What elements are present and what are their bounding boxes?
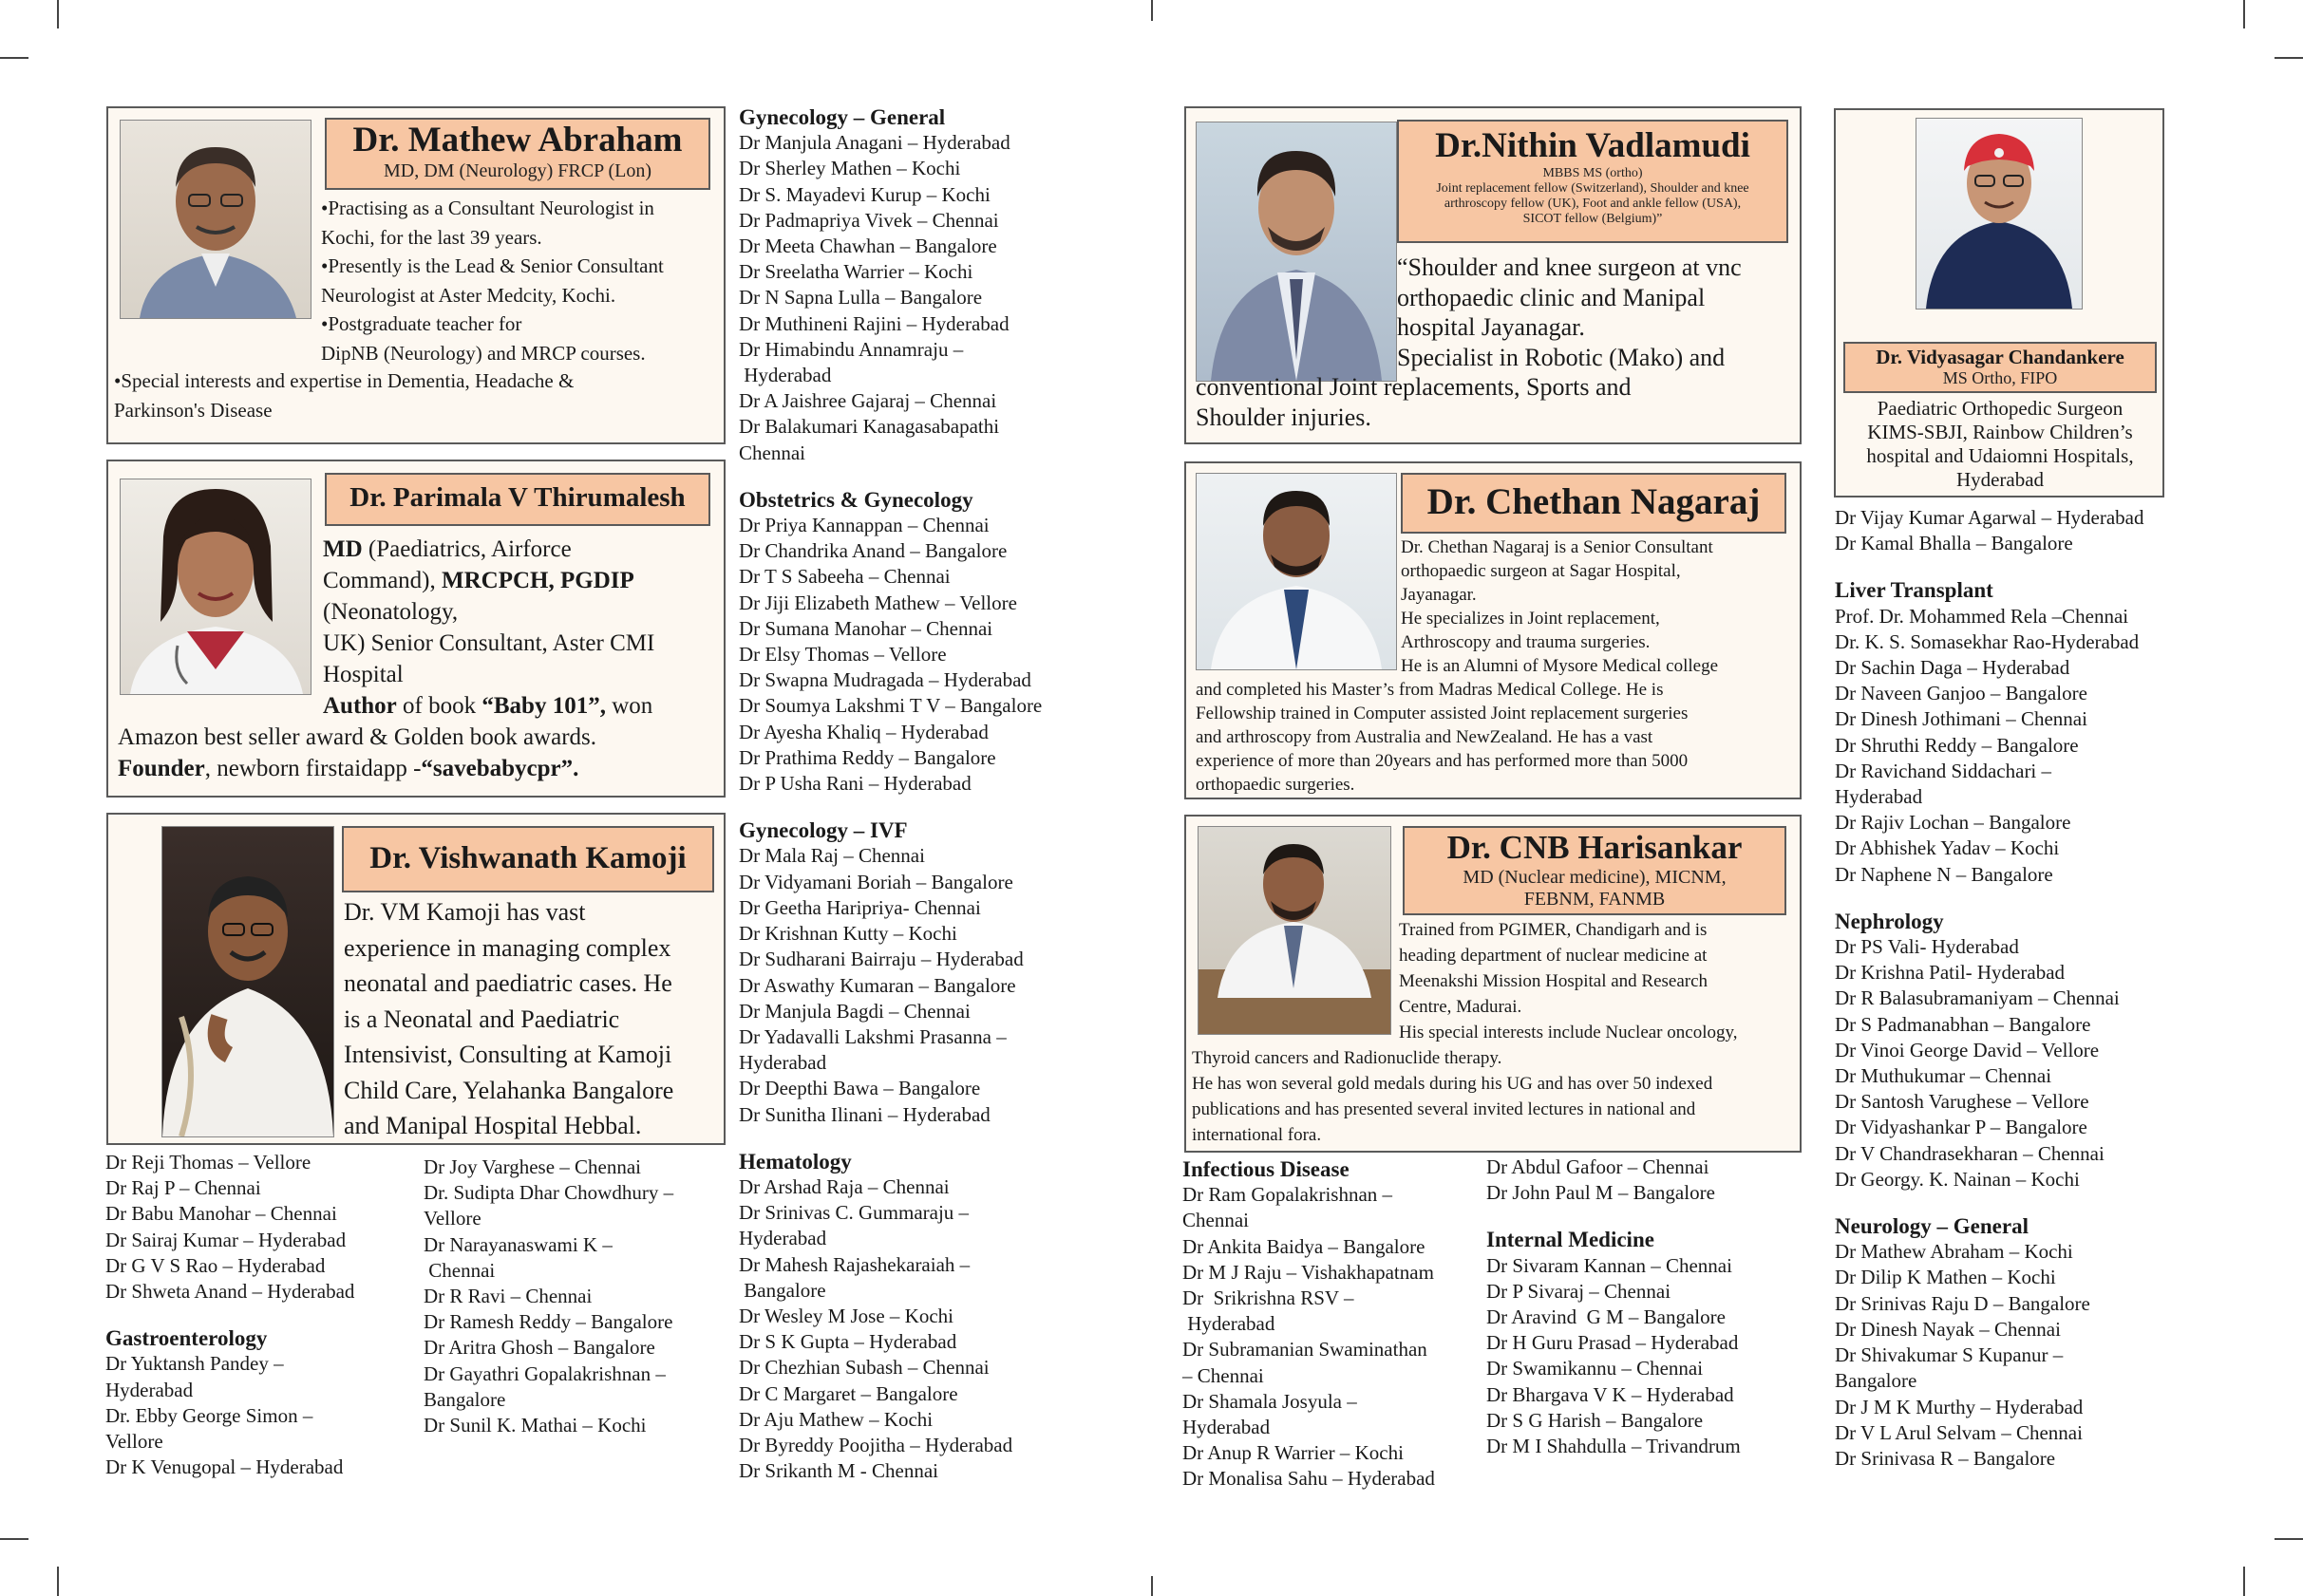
list-item: Dr Aravind G M – Bangalore <box>1486 1305 1726 1329</box>
list-spacer <box>739 466 1100 487</box>
list-item: Dr John Paul M – Bangalore <box>1486 1181 1715 1205</box>
list-item: Dr Ravichand Siddachari – <box>1835 759 2052 782</box>
list-item: Hyderabad <box>1835 785 1923 809</box>
list-item: Dr Manjula Bagdi – Chennai <box>739 999 971 1023</box>
list-item: Dr Ayesha Khaliq – Hyderabad <box>739 720 989 743</box>
list-item: Dr Swapna Mudragada – Hyderabad <box>739 668 1031 692</box>
crop-mark <box>57 1567 59 1596</box>
doctor-photo <box>161 826 334 1137</box>
list-item: Dr C Margaret – Bangalore <box>739 1381 958 1405</box>
list-item: Dr Sudharani Bairraju – Hyderabad <box>739 948 1024 971</box>
doctor-name: Dr. Mathew Abraham <box>352 121 683 160</box>
list-item: Prof. Dr. Mohammed Rela –Chennai <box>1835 604 2129 628</box>
list-item: Dr Padmapriya Vivek – Chennai <box>739 208 999 232</box>
list-item: Dr Yuktansh Pandey – <box>105 1352 284 1376</box>
doctor-name-box <box>325 473 710 526</box>
list-spacer <box>739 797 1100 817</box>
specialty-heading: Gynecology – IVF <box>739 818 908 843</box>
list-item: Dr P Sivaraj – Chennai <box>1486 1279 1671 1303</box>
specialty-heading: Neurology – General <box>1835 1214 2029 1239</box>
list-item: Dr Georgy. K. Nainan – Kochi <box>1835 1167 2080 1191</box>
profile-card-cnb-harisankar <box>1184 815 1802 1153</box>
list-item: Hyderabad <box>105 1378 194 1401</box>
crop-mark <box>2275 1538 2303 1540</box>
crop-mark <box>0 57 28 59</box>
list-item: Dr T S Sabeeha – Chennai <box>739 565 951 589</box>
list-item: Dr Srikanth M - Chennai <box>739 1459 938 1483</box>
list-item: Dr Santosh Varughese – Vellore <box>1835 1090 2089 1114</box>
list-item: Dr Reji Thomas – Vellore <box>105 1151 311 1174</box>
doctor-name: Dr. Vishwanath Kamoji <box>369 841 687 875</box>
list-item: Dr Babu Manohar – Chennai <box>105 1202 337 1226</box>
list-item: Dr Sherley Mathen – Kochi <box>739 157 961 180</box>
list-item: Hyderabad <box>739 364 832 387</box>
doctor-name: Dr.Nithin Vadlamudi <box>1435 126 1750 165</box>
list-item: Dr Meeta Chawhan – Bangalore <box>739 235 997 258</box>
doctor-list-column <box>739 104 1100 1484</box>
profile-card-vishwanath-kamoji <box>106 813 726 1145</box>
list-item: Dr Sunitha Ilinani – Hyderabad <box>739 1102 991 1126</box>
list-item: Dr Naveen Ganjoo – Bangalore <box>1835 682 2087 705</box>
list-item: Dr R Balasubramaniyam – Chennai <box>1835 986 2120 1010</box>
list-item: Dr Mala Raj – Chennai <box>739 844 925 868</box>
doctor-bio-extra: •Special interests and expertise in Dementia, Headache & Parkinson's Disease <box>114 369 575 422</box>
doctor-name-box <box>342 826 714 892</box>
list-item: Dr Muthukumar – Chennai <box>1835 1064 2052 1088</box>
doctor-bio: Dr. VM Kamoji has vast experience in managing complex neonatal and paediatric cases. He is a Neonatal and Paediatric Intensivist, Consulting at Kamoji Child Care, Yelahanka Bangalore and Manipal Hospital Hebbal. <box>344 898 674 1139</box>
doctor-photo <box>1198 826 1391 1035</box>
profile-card-parimala-thirumalesh <box>106 460 726 798</box>
list-spacer <box>1835 1192 2205 1213</box>
doctor-list-column <box>1182 1156 1482 1493</box>
list-item: Dr K Venugopal – Hyderabad <box>105 1455 344 1479</box>
list-item: Dr Kamal Bhalla – Bangalore <box>1835 532 2073 555</box>
doctor-bio-extra: Thyroid cancers and Radionuclide therapy. He has won several gold medals during his UG and has over 50 indexed publications and has presented several invited lectures in national and international fora. <box>1192 1048 1713 1145</box>
doctor-name-box <box>1401 473 1786 534</box>
list-item: Dr Shruthi Reddy – Bangalore <box>1835 733 2079 757</box>
list-item: Dr Priya Kannappan – Chennai <box>739 514 990 537</box>
list-item: Chennai <box>739 441 805 464</box>
list-spacer <box>739 1128 1100 1149</box>
list-item: Chennai <box>1182 1209 1249 1232</box>
list-item: Dr Dinesh Nayak – Chennai <box>1835 1317 2061 1341</box>
list-item: Dr Krishnan Kutty – Kochi <box>739 922 957 946</box>
list-item: Dr Geetha Haripriya- Chennai <box>739 895 981 919</box>
list-item: Dr Yadavalli Lakshmi Prasanna – <box>739 1024 1007 1048</box>
list-item: Dr Wesley M Jose – Kochi <box>739 1304 953 1327</box>
doctor-list-column <box>424 1155 732 1438</box>
list-spacer <box>1835 888 2205 909</box>
list-item: Dr Sairaj Kumar – Hyderabad <box>105 1228 347 1251</box>
list-item: Dr Vijay Kumar Agarwal – Hyderabad <box>1835 506 2144 529</box>
list-item: Dr Aritra Ghosh – Bangalore <box>424 1336 655 1360</box>
list-item: Dr Shivakumar S Kupanur – <box>1835 1343 2064 1367</box>
list-item: Dr Abdul Gafoor – Chennai <box>1486 1155 1709 1178</box>
doctor-bio: Dr. Chethan Nagaraj is a Senior Consultant orthopaedic surgeon at Sagar Hospital, Jayanagar. He specializes in Joint replacement, Arthroscopy and trauma surgeries. He is an Alumni of Mysore Medical college <box>1401 537 1719 676</box>
profile-card-chethan-nagaraj <box>1184 461 1802 799</box>
list-item: Vellore <box>105 1430 163 1454</box>
list-item: Dr Dinesh Jothimani – Chennai <box>1835 707 2087 731</box>
specialty-heading: Obstetrics & Gynecology <box>739 487 973 512</box>
doctor-photo <box>120 120 311 319</box>
list-item: Dr Byreddy Poojitha – Hyderabad <box>739 1433 1013 1456</box>
doctor-bio: MD (Paediatrics, Airforce Command), MRCPCH, PGDIP (Neonatology, UK) Senior Consultant, Aster CMI Hospital Author of book “Baby 101”, won <box>323 536 655 719</box>
doctor-credentials: MD (Nuclear medicine), MICNM, <box>1463 866 1727 888</box>
list-item: Dr Joy Varghese – Chennai <box>424 1155 642 1178</box>
list-item: Dr Narayanaswami K – <box>424 1232 613 1256</box>
list-item: Dr Jiji Elizabeth Mathew – Vellore <box>739 591 1017 614</box>
list-item: Dr Ram Gopalakrishnan – <box>1182 1183 1393 1207</box>
list-item: Dr Balakumari Kanagasabapathi <box>739 415 1000 439</box>
specialty-heading: Gastroenterology <box>105 1326 268 1351</box>
list-item: Dr. Ebby George Simon – <box>105 1403 313 1427</box>
doctor-list-column <box>105 1150 419 1480</box>
list-item: Dr N Sapna Lulla – Bangalore <box>739 286 983 310</box>
crop-mark <box>1151 0 1153 21</box>
doctor-list-column <box>1486 1155 1800 1459</box>
specialty-heading: Infectious Disease <box>1182 1157 1350 1181</box>
crop-mark <box>2275 57 2303 59</box>
list-item: Dr Krishna Patil- Hyderabad <box>1835 961 2066 985</box>
crop-mark <box>2243 1567 2245 1596</box>
doctor-name-box <box>1843 342 2157 393</box>
doctor-photo <box>1196 122 1397 382</box>
list-item: Dr Ramesh Reddy – Bangalore <box>424 1310 673 1334</box>
list-item: Dr R Ravi – Chennai <box>424 1285 593 1308</box>
doctor-bio: “Shoulder and knee surgeon at vnc orthopaedic clinic and Manipal hospital Jayanagar. Specialist in Robotic (Mako) and <box>1397 253 1742 371</box>
doctor-name: Dr. Parimala V Thirumalesh <box>349 482 686 513</box>
list-item: Dr Vinoi George David – Vellore <box>1835 1038 2100 1061</box>
specialty-heading: Internal Medicine <box>1486 1228 1654 1252</box>
list-item: Dr Srinivas C. Gummaraju – <box>739 1201 970 1225</box>
list-item: Dr Elsy Thomas – Vellore <box>739 643 947 667</box>
list-spacer <box>1835 556 2205 577</box>
list-item: Dr Sivaram Kannan – Chennai <box>1486 1253 1732 1277</box>
list-item: Dr S K Gupta – Hyderabad <box>739 1330 957 1354</box>
list-item: Dr Sunil K. Mathai – Kochi <box>424 1414 647 1437</box>
list-item: Dr Sumana Manohar – Chennai <box>739 616 993 640</box>
list-item: Dr Mahesh Rajashekaraiah – <box>739 1252 971 1276</box>
list-item: Dr M J Raju – Vishakhapatnam <box>1182 1260 1434 1284</box>
list-item: Hyderabad <box>1182 1416 1271 1439</box>
profile-card-nithin-vadlamudi <box>1184 106 1802 444</box>
list-item: Dr Srinivasa R – Bangalore <box>1835 1446 2056 1470</box>
list-item: Dr H Guru Prasad – Hyderabad <box>1486 1331 1739 1355</box>
list-item: Dr Aju Mathew – Kochi <box>739 1407 934 1431</box>
list-item: Dr Monalisa Sahu – Hyderabad <box>1182 1467 1435 1491</box>
specialty-heading: Hematology <box>739 1149 852 1174</box>
doctor-photo <box>120 479 311 695</box>
list-item: Dr G V S Rao – Hyderabad <box>105 1253 326 1277</box>
list-item: Dr Sachin Daga – Hyderabad <box>1835 656 2070 680</box>
doctor-name-box: Dr. CNB Harisankar MD (Nuclear medicine), MICNM, FEBNM, FANMB <box>1403 826 1786 915</box>
doctor-name: Dr. CNB Harisankar <box>1446 829 1743 866</box>
list-item: Hyderabad <box>1182 1312 1275 1336</box>
specialty-heading: Gynecology – General <box>739 105 946 129</box>
doctor-name: Dr. Chethan Nagaraj <box>1426 481 1761 522</box>
list-item: Dr Ankita Baidya – Bangalore <box>1182 1234 1425 1258</box>
list-item: Dr Raj P – Chennai <box>105 1176 261 1200</box>
list-item: Dr V L Arul Selvam – Chennai <box>1835 1420 2083 1444</box>
list-item: Dr Aswathy Kumaran – Bangalore <box>739 973 1016 997</box>
list-item: Dr S Padmanabhan – Bangalore <box>1835 1012 2091 1036</box>
doctor-name-box: Dr.Nithin Vadlamudi MBBS MS (ortho) Joint replacement fellow (Switzerland), Shoulder and knee arthroscopy fellow (UK), Foot and ankle fellow (USA), SICOT fellow (Belgium)” <box>1397 120 1788 243</box>
doctor-credentials: MD, DM (Neurology) FRCP (Lon) <box>383 160 652 181</box>
list-item: – Chennai <box>1182 1363 1264 1387</box>
list-item: Dr Srikrishna RSV – <box>1182 1286 1354 1310</box>
doctor-bio-extra: conventional Joint replacements, Sports and Shoulder injuries. <box>1196 373 1632 431</box>
specialty-heading: Nephrology <box>1835 909 1944 933</box>
doctor-list-column <box>1835 505 2205 1472</box>
crop-mark <box>0 1538 28 1540</box>
list-item: Dr Soumya Lakshmi T V – Bangalore <box>739 694 1043 718</box>
crop-mark <box>1151 1576 1153 1596</box>
doctor-name-box <box>325 118 710 190</box>
list-item: Dr Arshad Raja – Chennai <box>739 1174 950 1198</box>
list-item: Dr Vidyashankar P – Bangalore <box>1835 1116 2087 1139</box>
doctor-bio: Paediatric Orthopedic Surgeon KIMS-SBJI, Rainbow Children’s hospital and Udaiomni Hospitals, Hyderabad <box>1866 397 2134 491</box>
doctor-photo <box>1196 473 1397 670</box>
list-item: Dr Swamikannu – Chennai <box>1486 1357 1704 1380</box>
list-item: Dr Shweta Anand – Hyderabad <box>105 1280 355 1304</box>
list-item: Dr J M K Murthy – Hyderabad <box>1835 1395 2084 1418</box>
list-item: Dr Bhargava V K – Hyderabad <box>1486 1382 1734 1406</box>
list-item: Dr PS Vali- Hyderabad <box>1835 935 2019 959</box>
list-item: Dr Himabindu Annamraju – <box>739 337 964 361</box>
list-item: Dr A Jaishree Gajaraj – Chennai <box>739 389 997 413</box>
list-item: Dr. K. S. Somasekhar Rao-Hyderabad <box>1835 629 2140 653</box>
list-item: Dr Mathew Abraham – Kochi <box>1835 1240 2073 1264</box>
doctor-name: Dr. Vidyasagar Chandankere <box>1876 346 2124 368</box>
list-item: Dr V Chandrasekharan – Chennai <box>1835 1141 2105 1165</box>
profile-card-mathew-abraham <box>106 106 726 444</box>
list-item: Dr Anup R Warrier – Kochi <box>1182 1441 1404 1465</box>
list-item: Hyderabad <box>739 1051 827 1075</box>
doctor-credentials: MBBS MS (ortho) <box>1542 165 1643 180</box>
list-item: Dr Shamala Josyula – <box>1182 1389 1357 1413</box>
list-item: Dr Vidyamani Boriah – Bangalore <box>739 870 1013 893</box>
list-item: Bangalore <box>424 1387 506 1411</box>
list-item: Dr P Usha Rani – Hyderabad <box>739 772 972 796</box>
list-item: Hyderabad <box>739 1227 827 1250</box>
list-item: Vellore <box>424 1207 481 1230</box>
list-item: Dr Gayathri Gopalakrishnan – <box>424 1361 666 1385</box>
list-item: Dr Srinivas Raju D – Bangalore <box>1835 1291 2090 1315</box>
doctor-bio: Trained from PGIMER, Chandigarh and is heading department of nuclear medicine at Meenakshi Mission Hospital and Research Centre, Madurai. His special interests include Nuclear oncology, <box>1399 920 1738 1042</box>
list-item: Dr Dilip K Mathen – Kochi <box>1835 1266 2056 1289</box>
list-item: Chennai <box>424 1258 496 1282</box>
list-item: Bangalore <box>1835 1369 1917 1393</box>
list-item: Dr. Sudipta Dhar Chowdhury – <box>424 1181 674 1205</box>
list-item: Dr S. Mayadevi Kurup – Kochi <box>739 182 991 206</box>
list-item: Dr Chezhian Subash – Chennai <box>739 1356 990 1380</box>
doctor-bio-extra: Amazon best seller award & Golden book awards. Founder, newborn firstaidapp -“savebabycpr”. <box>118 724 597 781</box>
list-item: Dr Sreelatha Warrier – Kochi <box>739 260 973 284</box>
list-item: Dr Chandrika Anand – Bangalore <box>739 539 1008 563</box>
list-item: Bangalore <box>739 1278 826 1302</box>
doctor-bio-extra: and completed his Master’s from Madras Medical College. He is Fellowship trained in Computer assisted Joint replacement surgeries and arthroscopy from Australia and NewZealand. He has a vast experience of more than 20years and has performed more than 5000 orthopaedic surgeries. <box>1196 680 1689 795</box>
doctor-bio: •Practising as a Consultant Neurologist in Kochi, for the last 39 years. •Presently is the Lead & Senior Consultant Neurologist at Aster Medcity, Kochi. •Postgraduate teacher for DipNB (Neurology) and MRCP courses. <box>321 197 664 365</box>
list-spacer <box>105 1305 419 1325</box>
profile-card-vidyasagar-chandankere <box>1834 108 2164 498</box>
crop-mark <box>2243 0 2245 28</box>
list-item: Dr Muthineni Rajini – Hyderabad <box>739 311 1010 335</box>
crop-mark <box>57 0 59 28</box>
list-item: Dr Prathima Reddy – Bangalore <box>739 745 996 769</box>
list-spacer <box>1486 1206 1800 1227</box>
doctor-photo <box>1916 118 2083 310</box>
list-item: Dr Abhishek Yadav – Kochi <box>1835 836 2060 860</box>
list-item: Dr M I Shahdulla – Trivandrum <box>1486 1435 1741 1458</box>
list-item: Dr Naphene N – Bangalore <box>1835 862 2053 886</box>
list-item: Dr S G Harish – Bangalore <box>1486 1408 1704 1432</box>
list-item: Dr Manjula Anagani – Hyderabad <box>739 131 1010 155</box>
list-item: Dr Subramanian Swaminathan <box>1182 1338 1427 1361</box>
list-item: Dr Deepthi Bawa – Bangalore <box>739 1077 981 1100</box>
list-item: Dr Rajiv Lochan – Bangalore <box>1835 811 2071 835</box>
doctor-credentials: MS Ortho, FIPO <box>1942 368 2058 388</box>
specialty-heading: Liver Transplant <box>1835 578 1993 603</box>
